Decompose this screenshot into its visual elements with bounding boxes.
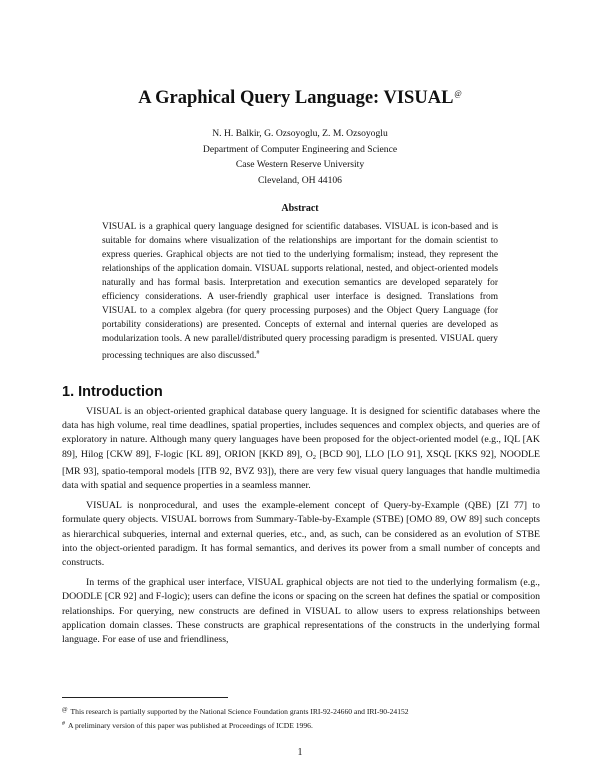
abstract-body: [102, 220, 498, 363]
page-number: 1: [297, 747, 303, 758]
introduction-body: [62, 405, 540, 653]
footnote-2: [62, 718, 540, 732]
abstract-footnote-mark: #: [256, 350, 260, 356]
paper-title: [0, 88, 600, 109]
author-location: Cleveland, OH 44106: [258, 174, 342, 186]
intro-p1-start: VISUAL is an object-oriented graphical database query language. It is designed for scientific databases where the data has high volume, real time deadlines, spatial properties, includes sequences and complex objects, and queries are of exploratory in nature. Although many query languages have been proposed for the object-oriented model (e.g., IQL [AK 89], Hilog [CKW 89], F-logic [KL 89], ORION [KKD 89], O: [62, 406, 540, 460]
intro-p1-subscript: 2: [312, 453, 317, 461]
footnote-2-mark: #: [62, 721, 65, 727]
intro-paragraph-1: [62, 405, 540, 493]
intro-paragraph-3: In terms of the graphical user interface, VISUAL graphical objects are not tied to the underlying formalism (e.g., DOODLE [CR 92] and F-logic); users can define the icons or spacing on the screen hat defines the spatial or composition relationships. For querying, new constructs are defined in VISUAL to allow users to express relationships between application domain classes. These constructs are graphical representations of the constructs in the underlying formal language. For ease of use and friendliness,: [62, 577, 540, 646]
author-university: Case Western Reserve University: [235, 159, 365, 170]
author-names: N. H. Balkir, G. Ozsoyoglu, Z. M. Ozsoyoglu: [212, 128, 388, 139]
abstract-text: VISUAL is a graphical query language designed for scientific databases. VISUAL is icon-based and is suitable for domains where visualization of the relationships are important for the domain scientist to express queries. Graphical objects are not tied to the underlying formalism; instead, they represent the relationships of the application domain. VISUAL supports relational, nested, and object-oriented models naturally and has formal basis. Interpretation and execution semantics are developed separately for efficiency considerations. A user-friendly graphical user interface is designed. Translations from VISUAL to a complex algebra (for query processing purposes) and the Object Query Language (for portability considerations) are presented. Concepts of external and internal queries are developed as modularization tools. A new parallel/distributed query processing paradigm is presented. VISUAL query processing techniques are also discussed.: [102, 222, 498, 361]
author-department: Department of Computer Engineering and Science: [202, 143, 398, 155]
section-heading-introduction: 1. Introduction: [62, 384, 163, 400]
intro-paragraph-2: VISUAL is nonprocedural, and uses the example-element concept of Query-by-Example (QBE) [ZI 77] to formulate query objects. VISUAL borrows from Summary-Table-by-Example (STBE) [OMO 89, OW 89] such concepts as hierarchical subqueries, internal and external queries, etc., and, as such, can be considered as an evolution of STBE into the object-oriented paradigm. It has formal semantics, and derives its power from a small number of concepts and constructs.: [62, 500, 540, 569]
author-block: [0, 126, 600, 188]
footnote-1-mark: @: [62, 707, 68, 713]
footnotes: [62, 704, 540, 732]
footnote-1: [62, 704, 540, 718]
abstract-heading: Abstract: [281, 203, 319, 214]
title-footnote-mark: @: [454, 89, 462, 98]
footnote-1-text: This research is partially supported by the National Science Foundation grants IRI-92-24660 and IRI-90-24152: [70, 707, 409, 716]
footnote-2-text: A preliminary version of this paper was published at Proceedings of ICDE 1996.: [68, 721, 313, 730]
footnote-divider: [62, 697, 228, 698]
title-text: A Graphical Query Language: VISUAL: [138, 88, 454, 108]
intro-p1-end: [BCD 90], LLO [LO 91], XSQL [KKS 92], NOODLE [MR 93], spatio-temporal models [ITB 92, BVZ 93]), there are very few visual query languages that handle multimedia data with spatial and sequence properties in a seamless manner.: [62, 448, 540, 492]
